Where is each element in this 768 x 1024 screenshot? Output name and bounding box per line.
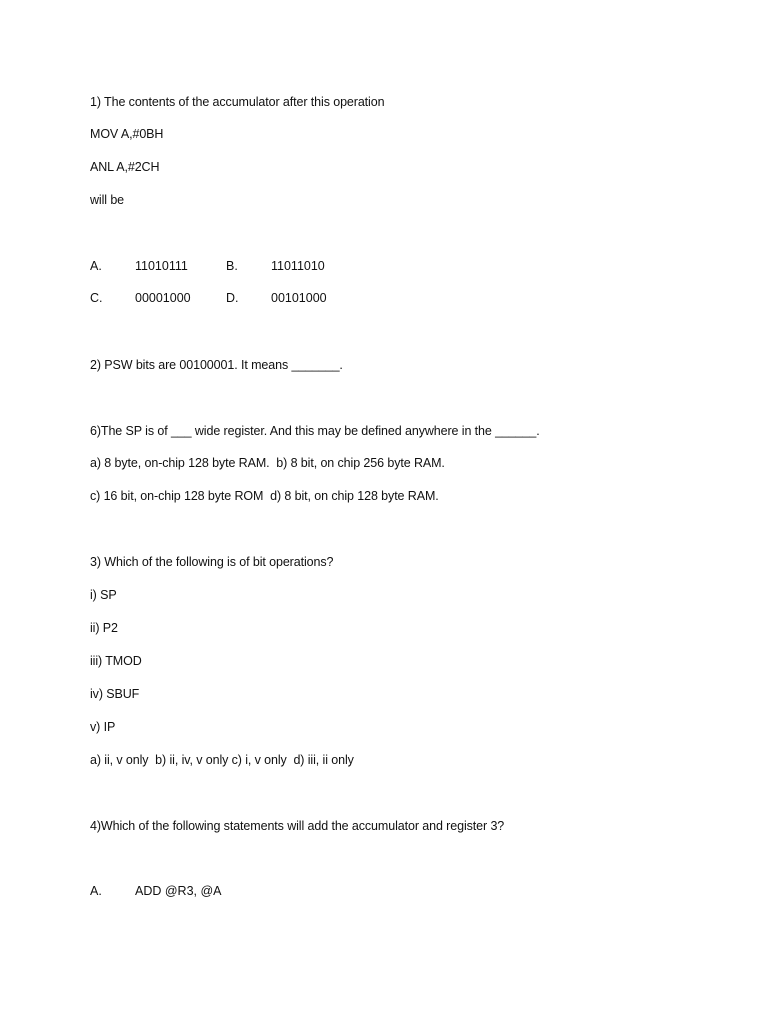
q3-item-5: v) IP	[90, 720, 116, 734]
q1-option-d-value: 00101000	[271, 291, 327, 305]
q1-option-b-value: 11011010	[271, 259, 325, 273]
q3-question: 3) Which of the following is of bit operations?	[90, 555, 334, 569]
q3-item-3: iii) TMOD	[90, 654, 142, 668]
q2-question: 2) PSW bits are 00100001. It means _______.	[90, 358, 343, 372]
q1-code-line-1: MOV A,#0BH	[90, 127, 164, 141]
q4-option-a-letter: A.	[90, 884, 102, 898]
q4-question: 4)Which of the following statements will add the accumulator and register 3?	[90, 819, 505, 833]
q6-question: 6)The SP is of ___ wide register. And this may be defined anywhere in the ______.	[90, 424, 540, 438]
q1-code-line-2: ANL A,#2CH	[90, 160, 160, 174]
q3-answers: a) ii, v only b) ii, iv, v only c) i, v only d) iii, ii only	[90, 753, 354, 767]
q4-option-a-value: ADD @R3, @A	[135, 884, 222, 898]
q1-option-b-letter: B.	[226, 259, 238, 273]
q3-item-4: iv) SBUF	[90, 687, 140, 701]
q4-option-a-row	[90, 883, 222, 947]
q1-option-d-letter: D.	[226, 291, 239, 305]
q1-option-a-value: 11010111	[135, 259, 188, 273]
q3-item-1: i) SP	[90, 588, 117, 602]
q1-question: 1) The contents of the accumulator after this operation	[90, 95, 385, 109]
q6-options-line-2: c) 16 bit, on-chip 128 byte ROM d) 8 bit, on chip 128 byte RAM.	[90, 489, 439, 503]
q1-option-c-value: 00001000	[135, 291, 191, 305]
q1-tail: will be	[90, 193, 125, 207]
q6-options-line-1: a) 8 byte, on-chip 128 byte RAM. b) 8 bit, on chip 256 byte RAM.	[90, 456, 445, 470]
q1-option-a-letter: A.	[90, 259, 102, 273]
q3-item-2: ii) P2	[90, 621, 118, 635]
q1-option-c-letter: C.	[90, 291, 103, 305]
